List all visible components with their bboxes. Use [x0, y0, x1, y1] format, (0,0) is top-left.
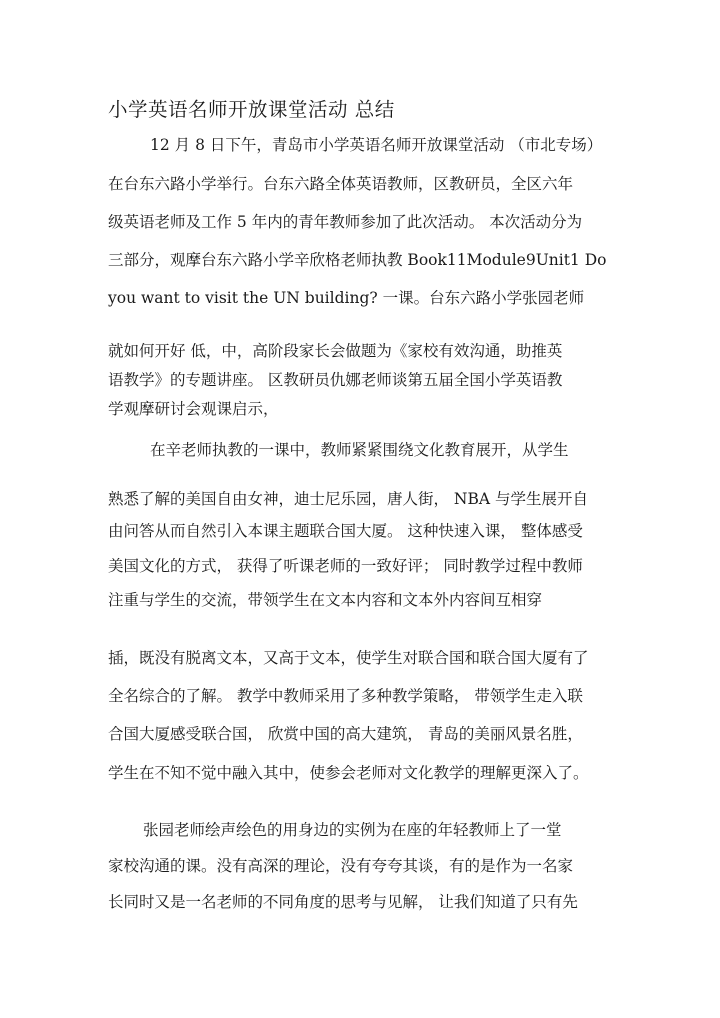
text-line: 学观摩研讨会观课启示， — [108, 400, 279, 418]
text-line: you want to visit the UN building? 一课。台东六路小学张园老师 — [108, 289, 585, 307]
text-line: 三部分，观摩台东六路小学辛欣格老师执教 Book11Module9Unit1 Do — [108, 251, 607, 269]
text-line: 张园老师绘声绘色的用身边的实例为在座的年轻教师上了一堂 — [143, 821, 562, 839]
text-line: 学生在不知不觉中融入其中，使参会老师对文化教学的理解更深入了。 — [108, 764, 589, 782]
text-line: 在辛老师执教的一课中，教师紧紧围绕文化教育展开，从学生 — [150, 441, 569, 459]
text-line: 在台东六路小学举行。台东六路全体英语教师，区教研员，全区六年 — [108, 175, 574, 193]
text-line: 熟悉了解的美国自由女神，迪士尼乐园，唐人街， NBA 与学生展开自 — [108, 490, 589, 508]
text-line: 美国文化的方式， 获得了听课老师的一致好评； 同时教学过程中教师 — [108, 557, 583, 575]
document-title: 小学英语名师开放课堂活动 总结 — [108, 98, 395, 121]
text-line: 插，既没有脱离文本，又高于文本，使学生对联合国和联合国大厦有了 — [108, 649, 589, 667]
text-line: 长同时又是一名老师的不同角度的思考与见解， 让我们知道了只有先 — [108, 893, 578, 911]
text-line: 级英语老师及工作 5 年内的青年教师参加了此次活动。 本次活动分为 — [108, 213, 583, 231]
text-line: 注重与学生的交流，带领学生在文本内容和文本外内容间互相穿 — [108, 591, 543, 609]
text-line: 合国大厦感受联合国， 欣赏中国的高大建筑， 青岛的美丽风景名胜， — [108, 725, 583, 743]
text-line: 语教学》的专题讲座。 区教研员仇娜老师谈第五届全国小学英语教 — [108, 371, 563, 389]
text-line: 家校沟通的课。没有高深的理论，没有夸夸其谈，有的是作为一名家 — [108, 857, 574, 875]
text-line: 由问答从而自然引入本课主题联合国大厦。 这种快速入课， 整体感受 — [108, 522, 583, 540]
text-line: 就如何开好 低，中，高阶段家长会做题为《家校有效沟通，助推英 — [108, 342, 563, 360]
text-line: 12 月 8 日下午，青岛市小学英语名师开放课堂活动 （市北专场） — [150, 136, 603, 154]
text-line: 全名综合的了解。 教学中教师采用了多种教学策略， 带领学生走入联 — [108, 687, 583, 705]
